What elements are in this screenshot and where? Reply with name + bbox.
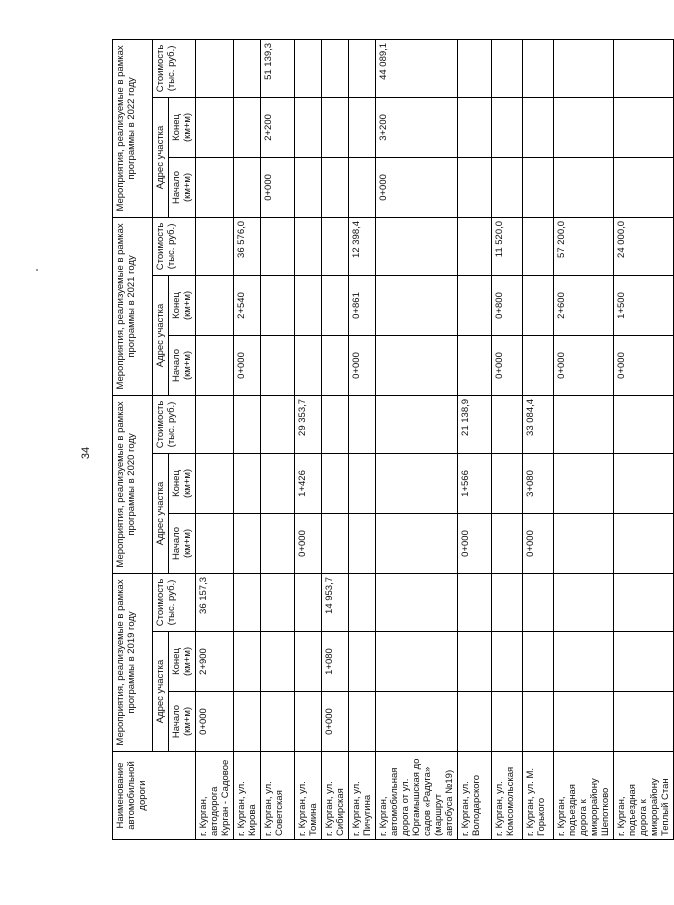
- start-cell: 0+000: [196, 692, 234, 752]
- cost-cell: [614, 395, 674, 453]
- start-cell: 0+000: [322, 692, 349, 752]
- road-name-cell: г. Курган, ул. Советская: [261, 752, 295, 840]
- cost-cell: 24 000,0: [614, 217, 674, 275]
- start-cell: [376, 513, 458, 573]
- start-cell: [322, 513, 349, 573]
- table-row: [492, 39, 523, 839]
- start-cell: 0+000: [261, 157, 295, 217]
- table-row: [295, 39, 322, 839]
- end-cell: 1+426: [295, 453, 322, 513]
- end-cell: [523, 97, 554, 157]
- road-name-cell: г. Курган, автомобильная дорога от ул. Юргамышская до садов «Радуга» (маршрут автобуса №19): [376, 752, 458, 840]
- start-cell: 0+000: [554, 335, 614, 395]
- end-cell: [614, 97, 674, 157]
- cost-cell: [349, 395, 376, 453]
- road-name-cell: г. Курган, ул. Томина: [295, 752, 322, 840]
- cost-cell: [322, 39, 349, 97]
- start-cell: [523, 157, 554, 217]
- cost-cell: [261, 395, 295, 453]
- table-row: [234, 39, 261, 839]
- header-end: Конец (км+м): [169, 453, 196, 513]
- header-year-2021: Мероприятия, реализуемые в рамках программы в 2021 году: [113, 217, 153, 395]
- start-cell: [614, 157, 674, 217]
- cost-cell: 57 200,0: [554, 217, 614, 275]
- cost-cell: 14 953,7: [322, 573, 349, 631]
- end-cell: [261, 453, 295, 513]
- end-cell: [196, 275, 234, 335]
- start-cell: [492, 692, 523, 752]
- table-row: [196, 39, 234, 839]
- table-row: [376, 39, 458, 839]
- start-cell: [234, 513, 261, 573]
- cost-cell: [554, 395, 614, 453]
- road-name-cell: г. Курган, ул. М. Горького: [523, 752, 554, 840]
- cost-cell: [196, 217, 234, 275]
- end-cell: [322, 275, 349, 335]
- end-cell: 2+900: [196, 632, 234, 692]
- cost-cell: 12 398,4: [349, 217, 376, 275]
- header-start: Начало (км+м): [169, 513, 196, 573]
- start-cell: [554, 513, 614, 573]
- rotated-table-container: [112, 40, 671, 840]
- end-cell: 2+540: [234, 275, 261, 335]
- end-cell: [234, 632, 261, 692]
- start-cell: 0+000: [458, 513, 492, 573]
- road-name-cell: г. Курган, подъездная дорога к микрорайону Шепотково: [554, 752, 614, 840]
- end-cell: [261, 275, 295, 335]
- start-cell: [458, 335, 492, 395]
- end-cell: [523, 275, 554, 335]
- cost-cell: [322, 217, 349, 275]
- start-cell: [458, 692, 492, 752]
- start-cell: [261, 692, 295, 752]
- cost-cell: [614, 39, 674, 97]
- cost-cell: [554, 39, 614, 97]
- end-cell: 0+800: [492, 275, 523, 335]
- cost-cell: 21 138,9: [458, 395, 492, 453]
- start-cell: [295, 692, 322, 752]
- cost-cell: [234, 395, 261, 453]
- end-cell: [196, 97, 234, 157]
- header-address: Адрес участка: [153, 97, 169, 217]
- end-cell: [492, 97, 523, 157]
- cost-cell: [261, 573, 295, 631]
- header-year-2019: Мероприятия, реализуемые в рамках программы в 2019 году: [113, 573, 153, 751]
- cost-cell: [322, 395, 349, 453]
- cost-cell: [295, 217, 322, 275]
- end-cell: [322, 453, 349, 513]
- cost-cell: [458, 573, 492, 631]
- start-cell: 0+000: [614, 335, 674, 395]
- end-cell: 3+080: [523, 453, 554, 513]
- end-cell: [322, 97, 349, 157]
- cost-cell: [554, 573, 614, 631]
- table-body: [196, 39, 674, 839]
- cost-cell: 36 157,3: [196, 573, 234, 631]
- cost-cell: [234, 39, 261, 97]
- end-cell: [234, 97, 261, 157]
- cost-cell: [458, 217, 492, 275]
- start-cell: [295, 157, 322, 217]
- start-cell: 0+000: [349, 335, 376, 395]
- start-cell: 0+000: [376, 157, 458, 217]
- start-cell: 0+000: [234, 335, 261, 395]
- start-cell: [523, 692, 554, 752]
- cost-cell: [349, 39, 376, 97]
- cost-cell: [523, 573, 554, 631]
- start-cell: 0+000: [295, 513, 322, 573]
- cost-cell: 33 084,4: [523, 395, 554, 453]
- road-name-cell: г. Курган, ул. Комсомольская: [492, 752, 523, 840]
- end-cell: 3+200: [376, 97, 458, 157]
- end-cell: [492, 453, 523, 513]
- cost-cell: [376, 573, 458, 631]
- table-row: [523, 39, 554, 839]
- cost-cell: 51 139,3: [261, 39, 295, 97]
- end-cell: [349, 453, 376, 513]
- end-cell: [554, 453, 614, 513]
- end-cell: [458, 275, 492, 335]
- cost-cell: [523, 217, 554, 275]
- start-cell: [295, 335, 322, 395]
- start-cell: [614, 692, 674, 752]
- header-address: Адрес участка: [153, 632, 169, 752]
- cost-cell: [492, 573, 523, 631]
- start-cell: [322, 157, 349, 217]
- cost-cell: [614, 573, 674, 631]
- road-name-cell: г. Курган, автодорога Курган - Садовое: [196, 752, 234, 840]
- table-row: [614, 39, 674, 839]
- header-end: Конец (км+м): [169, 275, 196, 335]
- header-end: Конец (км+м): [169, 632, 196, 692]
- end-cell: 0+861: [349, 275, 376, 335]
- end-cell: 1+500: [614, 275, 674, 335]
- start-cell: [322, 335, 349, 395]
- header-start: Начало (км+м): [169, 692, 196, 752]
- header-cost: Стоимость (тыс. руб.): [153, 39, 196, 97]
- end-cell: [376, 275, 458, 335]
- header-end: Конец (км+м): [169, 97, 196, 157]
- start-cell: [349, 513, 376, 573]
- start-cell: [261, 335, 295, 395]
- end-cell: [523, 632, 554, 692]
- start-cell: [523, 335, 554, 395]
- cost-cell: [196, 39, 234, 97]
- cost-cell: [234, 573, 261, 631]
- end-cell: [295, 97, 322, 157]
- end-cell: [349, 632, 376, 692]
- start-cell: [492, 513, 523, 573]
- start-cell: 0+000: [492, 335, 523, 395]
- cost-cell: [295, 39, 322, 97]
- end-cell: [376, 453, 458, 513]
- end-cell: [554, 97, 614, 157]
- scan-mark: [36, 269, 38, 271]
- header-year-2020: Мероприятия, реализуемые в рамках программы в 2020 году: [113, 395, 153, 573]
- start-cell: 0+000: [523, 513, 554, 573]
- end-cell: [458, 632, 492, 692]
- cost-cell: [523, 39, 554, 97]
- end-cell: [295, 632, 322, 692]
- start-cell: [614, 513, 674, 573]
- start-cell: [196, 335, 234, 395]
- start-cell: [376, 692, 458, 752]
- header-address: Адрес участка: [153, 275, 169, 395]
- start-cell: [234, 692, 261, 752]
- page-number: 34: [80, 446, 92, 460]
- start-cell: [234, 157, 261, 217]
- header-cost: Стоимость (тыс. руб.): [153, 573, 196, 631]
- cost-cell: [261, 217, 295, 275]
- road-name-cell: г. Курган, ул. Сибирская: [322, 752, 349, 840]
- end-cell: 2+200: [261, 97, 295, 157]
- cost-cell: [295, 573, 322, 631]
- cost-cell: [492, 395, 523, 453]
- end-cell: [376, 632, 458, 692]
- end-cell: 1+080: [322, 632, 349, 692]
- end-cell: [614, 453, 674, 513]
- table-row: [261, 39, 295, 839]
- table-row: [554, 39, 614, 839]
- header-address: Адрес участка: [153, 453, 169, 573]
- header-cost: Стоимость (тыс. руб.): [153, 217, 196, 275]
- road-name-cell: г. Курган, подъездная дорога к микрорайону Теплый Стан: [614, 752, 674, 840]
- start-cell: [492, 157, 523, 217]
- road-name-cell: г. Курган, ул. Кирова: [234, 752, 261, 840]
- cost-cell: [349, 573, 376, 631]
- start-cell: [196, 157, 234, 217]
- road-name-cell: г. Курган, ул. Володарского: [458, 752, 492, 840]
- cost-cell: 29 353,7: [295, 395, 322, 453]
- end-cell: [458, 97, 492, 157]
- end-cell: [196, 453, 234, 513]
- header-year-2022: Мероприятия, реализуемые в рамках программы в 2022 году: [113, 39, 153, 217]
- end-cell: [349, 97, 376, 157]
- end-cell: [554, 632, 614, 692]
- end-cell: 1+566: [458, 453, 492, 513]
- header-start: Начало (км+м): [169, 157, 196, 217]
- start-cell: [376, 335, 458, 395]
- table-row: [349, 39, 376, 839]
- start-cell: [458, 157, 492, 217]
- road-name-cell: г. Курган, ул. Пичугина: [349, 752, 376, 840]
- cost-cell: [196, 395, 234, 453]
- start-cell: [349, 692, 376, 752]
- header-start: Начало (км+м): [169, 335, 196, 395]
- end-cell: [234, 453, 261, 513]
- cost-cell: [376, 395, 458, 453]
- cost-cell: [376, 217, 458, 275]
- road-program-table: [112, 39, 674, 840]
- cost-cell: [458, 39, 492, 97]
- start-cell: [554, 157, 614, 217]
- end-cell: [614, 632, 674, 692]
- end-cell: [295, 275, 322, 335]
- cost-cell: [492, 39, 523, 97]
- cost-cell: 44 089,1: [376, 39, 458, 97]
- header-road-name: Наименование автомобильной дороги: [113, 752, 196, 840]
- table-row: [458, 39, 492, 839]
- end-cell: [261, 632, 295, 692]
- header-cost: Стоимость (тыс. руб.): [153, 395, 196, 453]
- cost-cell: 36 576,0: [234, 217, 261, 275]
- start-cell: [261, 513, 295, 573]
- start-cell: [196, 513, 234, 573]
- table-row: [322, 39, 349, 839]
- start-cell: [349, 157, 376, 217]
- start-cell: [554, 692, 614, 752]
- end-cell: 2+600: [554, 275, 614, 335]
- end-cell: [492, 632, 523, 692]
- cost-cell: 11 520,0: [492, 217, 523, 275]
